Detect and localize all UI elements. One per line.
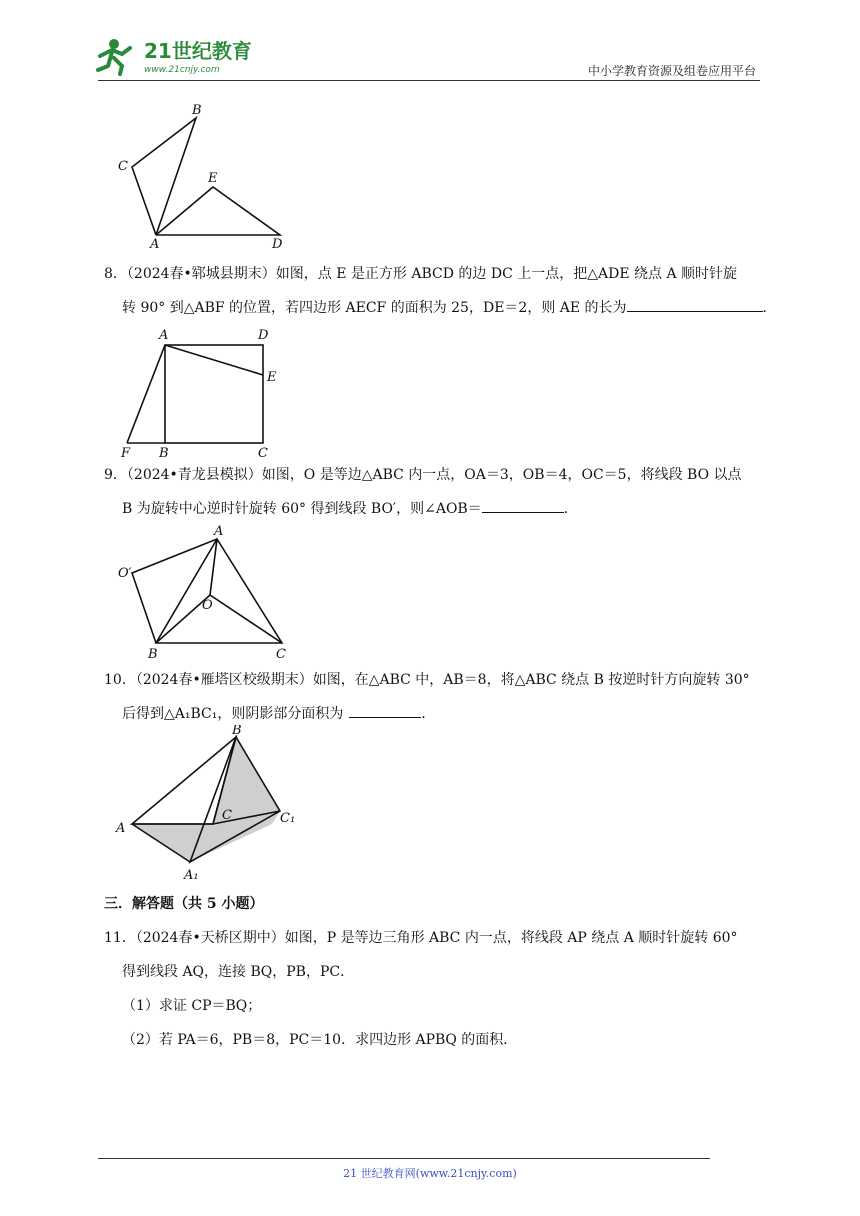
fig8-label-d: D: [258, 328, 269, 343]
fig9-label-b: B: [148, 647, 158, 662]
fig7-label-e: E: [208, 171, 218, 186]
figure-q10: [112, 725, 312, 885]
fig7-label-a: A: [150, 237, 160, 250]
q11-line2: 得到线段 AQ，连接 BQ，PB，PC．: [122, 964, 355, 980]
footer-divider: [98, 1158, 710, 1159]
question-10: 10．（2024春•雁塔区校级期末）如图，在△ABC 中，AB＝8，将△ABC 绕点 B 按逆时针方向旋转 30° 后得到△A₁BC₁，则阴影部分面积为 ．: [104, 663, 764, 731]
question-11: [104, 921, 764, 1057]
section-heading: 三．解答题（共 5 小题）: [104, 896, 264, 912]
figure-q8: [115, 325, 290, 460]
logo-text: 21世纪教育: [144, 39, 252, 63]
fig10-label-c1: C₁: [280, 811, 296, 826]
fig8-label-e: E: [267, 370, 277, 385]
q9-line2: B 为旋转中心逆时针旋转 60° 得到线段 BO′，则∠AOB＝: [122, 501, 482, 517]
q8-line2: 转 90° 到△ABF 的位置，若四边形 AECF 的面积为 25，DE＝2，则 AE 的长为: [122, 300, 627, 316]
fig8-label-a: A: [159, 328, 169, 343]
fig10-label-b: B: [232, 725, 242, 738]
q11-part1: （1）求证 CP＝BQ；: [122, 998, 262, 1014]
site-logo: [92, 34, 262, 78]
answer-blank[interactable]: [627, 297, 763, 312]
logo-url: www.21cnjy.com: [144, 65, 220, 75]
footer-link[interactable]: 21 世纪教育网(www.21cnjy.com): [343, 1167, 517, 1180]
fig10-label-a1: A₁: [184, 868, 199, 883]
answer-blank[interactable]: [482, 498, 564, 513]
q8-line1: 8．（2024春•郓城县期末）如图，点 E 是正方形 ABCD 的边 DC 上一点，把△ADE 绕点 A 顺时针旋: [104, 266, 738, 282]
fig9-label-a: A: [214, 525, 224, 539]
platform-name: 中小学教育资源及组卷应用平台: [587, 64, 756, 78]
fig7-label-b: B: [192, 103, 202, 118]
q10-line2: 后得到△A₁BC₁，则阴影部分面积为: [122, 706, 344, 722]
answer-blank[interactable]: [349, 703, 421, 718]
header-divider: [98, 80, 760, 81]
question-9: 9．（2024•青龙县模拟）如图，O 是等边△ABC 内一点，OA＝3，OB＝4，OC＝5，将线段 BO 以点 B 为旋转中心逆时针旋转 60° 得到线段 BO′，则∠AOB＝ ．: [104, 458, 764, 526]
fig8-label-f: F: [121, 446, 131, 460]
fig8-label-b: B: [159, 446, 169, 460]
fig9-label-o: O: [202, 598, 213, 613]
q11-part2: （2）若 PA＝6，PB＝8，PC＝10．求四边形 APBQ 的面积．: [122, 1032, 518, 1048]
fig7-label-c: C: [118, 159, 128, 174]
figure-q7: [110, 100, 300, 250]
fig7-label-d: D: [272, 237, 283, 250]
q9-line1: 9．（2024•青龙县模拟）如图，O 是等边△ABC 内一点，OA＝3，OB＝4，OC＝5，将线段 BO 以点: [104, 467, 742, 483]
runner-icon: [98, 39, 130, 74]
fig9-label-c: C: [276, 647, 286, 662]
question-8: 8．（2024春•郓城县期末）如图，点 E 是正方形 ABCD 的边 DC 上一点，把△ADE 绕点 A 顺时针旋 转 90° 到△ABF 的位置，若四边形 AECF 的面积为 25，DE＝2，则 AE 的长为 ．: [104, 257, 764, 325]
q11-line1: 11．（2024春•天桥区期中）如图，P 是等边三角形 ABC 内一点，将线段 AP 绕点 A 顺时针旋转 60°: [104, 930, 738, 946]
q10-line1: 10．（2024春•雁塔区校级期末）如图，在△ABC 中，AB＝8，将△ABC 绕点 B 按逆时针方向旋转 30°: [104, 672, 750, 688]
fig9-label-o-prime: O′: [118, 566, 132, 581]
fig8-label-c: C: [258, 446, 268, 460]
fig10-label-c: C: [222, 808, 232, 823]
fig10-label-a: A: [116, 821, 126, 836]
figure-q9: [112, 525, 297, 665]
